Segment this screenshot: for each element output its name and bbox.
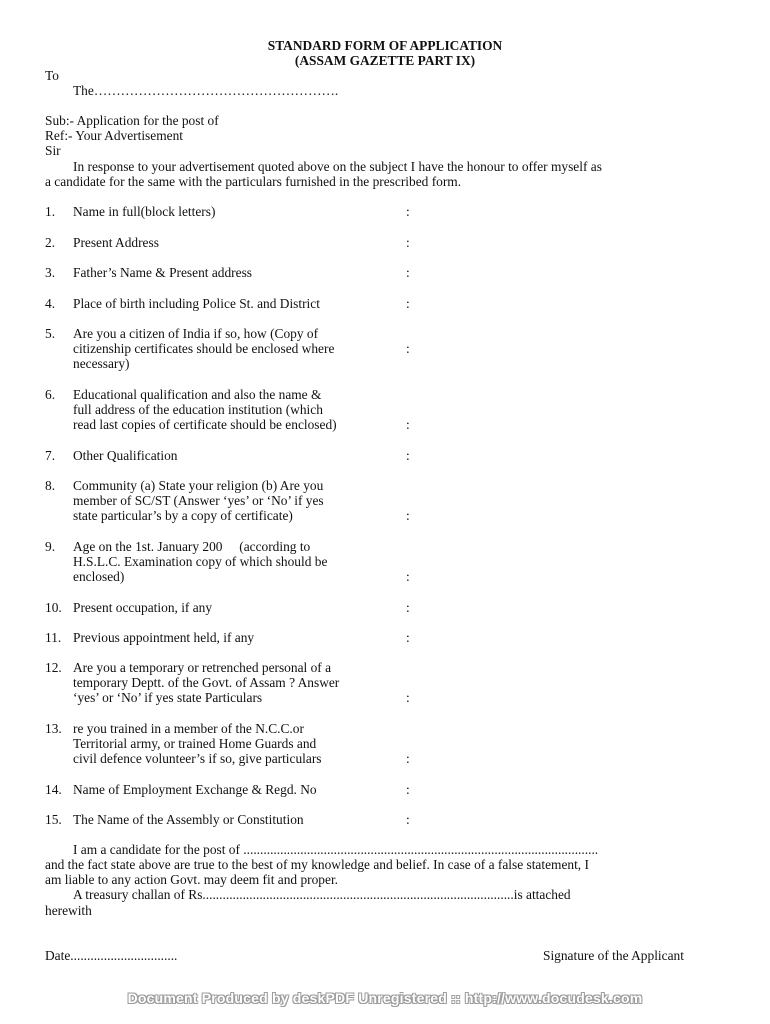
- form-item-colon: :: [406, 600, 410, 615]
- form-item-colon: :: [406, 569, 410, 584]
- form-item-text: Name in full(block letters): [73, 204, 216, 219]
- form-item-number: 15.: [45, 812, 62, 827]
- subject-line: Sub:- Application for the post of: [45, 113, 219, 128]
- form-item-number: 7.: [45, 448, 56, 463]
- form-item-text: Community (a) State your religion (b) Are you: [73, 478, 324, 493]
- addressee-line: The……………………………………………….: [73, 83, 339, 98]
- form-item-text: Are you a citizen of India if so, how (Copy of: [73, 326, 319, 341]
- form-item-number: 9.: [45, 539, 56, 554]
- date-field: Date................................: [45, 948, 178, 963]
- form-item-number: 6.: [45, 387, 56, 402]
- form-item-colon: :: [406, 204, 410, 219]
- form-item-text: temporary Deptt. of the Govt. of Assam ? Answer: [73, 675, 340, 690]
- form-item-number: 10.: [45, 600, 62, 615]
- form-item-text: citizenship certificates should be enclosed where: [73, 341, 335, 356]
- reference-line: Ref:- Your Advertisement: [45, 128, 183, 143]
- form-item-text: read last copies of certificate should be enclosed): [73, 417, 337, 432]
- form-item-text: Place of birth including Police St. and District: [73, 296, 320, 311]
- watermark-text: Document Produced by deskPDF Unregistered :: http://www.docudesk.com: [127, 990, 643, 1006]
- form-item-colon: :: [406, 751, 410, 766]
- form-item-text: civil defence volunteer’s if so, give particulars: [73, 751, 322, 766]
- form-item-number: 12.: [45, 660, 62, 675]
- form-item-text: necessary): [73, 356, 130, 371]
- form-title: STANDARD FORM OF APPLICATION: [267, 38, 503, 53]
- form-item-text: Other Qualification: [73, 448, 178, 463]
- form-item-text: state particular’s by a copy of certificate): [73, 508, 293, 523]
- form-item-colon: :: [406, 265, 410, 280]
- form-item-colon: :: [406, 417, 410, 432]
- challan-line: A treasury challan of Rs.............................................................................................is attached: [73, 887, 571, 902]
- form-item-text: The Name of the Assembly or Constitution: [73, 812, 304, 827]
- form-item-text: Present Address: [73, 235, 159, 250]
- declaration-line2: and the fact state above are true to the best of my knowledge and belief. In case of a false statement, I: [45, 857, 589, 872]
- form-item-text: Present occupation, if any: [73, 600, 213, 615]
- form-item-number: 5.: [45, 326, 56, 341]
- form-item-text: Are you a temporary or retrenched personal of a: [73, 660, 332, 675]
- form-item-text: Territorial army, or trained Home Guards and: [73, 736, 317, 751]
- declaration-line1: I am a candidate for the post of ..........................................................................................................: [73, 842, 599, 857]
- form-item-colon: :: [406, 448, 410, 463]
- form-item-text: Age on the 1st. January 200 (according to: [73, 539, 311, 554]
- form-item-text: ‘yes’ or ‘No’ if yes state Particulars: [73, 690, 263, 705]
- form-item-number: 2.: [45, 235, 56, 250]
- form-item-text: re you trained in a member of the N.C.C.or: [73, 721, 304, 736]
- intro-paragraph-line1: In response to your advertisement quoted above on the subject I have the honour to offer myself as: [73, 159, 602, 174]
- signature-label: Signature of the Applicant: [543, 948, 684, 963]
- salutation-sir: Sir: [45, 143, 61, 158]
- herewith-line: herewith: [45, 903, 92, 918]
- form-item-number: 4.: [45, 296, 56, 311]
- form-item-text: enclosed): [73, 569, 125, 584]
- form-item-number: 1.: [45, 204, 56, 219]
- form-item-number: 13.: [45, 721, 62, 736]
- intro-paragraph-line2: a candidate for the same with the particulars furnished in the prescribed form.: [45, 174, 462, 189]
- declaration-line3: am liable to any action Govt. may deem fit and proper.: [45, 872, 339, 887]
- form-item-colon: :: [406, 630, 410, 645]
- form-item-text: Previous appointment held, if any: [73, 630, 255, 645]
- form-item-colon: :: [406, 782, 410, 797]
- form-item-text: Educational qualification and also the name &: [73, 387, 322, 402]
- form-item-colon: :: [406, 296, 410, 311]
- form-item-colon: :: [406, 690, 410, 705]
- form-item-colon: :: [406, 812, 410, 827]
- form-item-colon: :: [406, 508, 410, 523]
- to-line: To: [45, 68, 59, 83]
- form-item-number: 11.: [45, 630, 62, 645]
- form-item-text: member of SC/ST (Answer ‘yes’ or ‘No’ if yes: [73, 493, 324, 508]
- form-item-colon: :: [406, 341, 410, 356]
- form-item-number: 3.: [45, 265, 56, 280]
- form-item-text: Father’s Name & Present address: [73, 265, 252, 280]
- form-item-text: Name of Employment Exchange & Regd. No: [73, 782, 317, 797]
- form-item-number: 14.: [45, 782, 62, 797]
- form-item-number: 8.: [45, 478, 56, 493]
- form-item-text: H.S.L.C. Examination copy of which should be: [73, 554, 328, 569]
- form-item-text: full address of the education institution (which: [73, 402, 323, 417]
- form-item-colon: :: [406, 235, 410, 250]
- form-subtitle: (ASSAM GAZETTE PART IX): [294, 53, 476, 68]
